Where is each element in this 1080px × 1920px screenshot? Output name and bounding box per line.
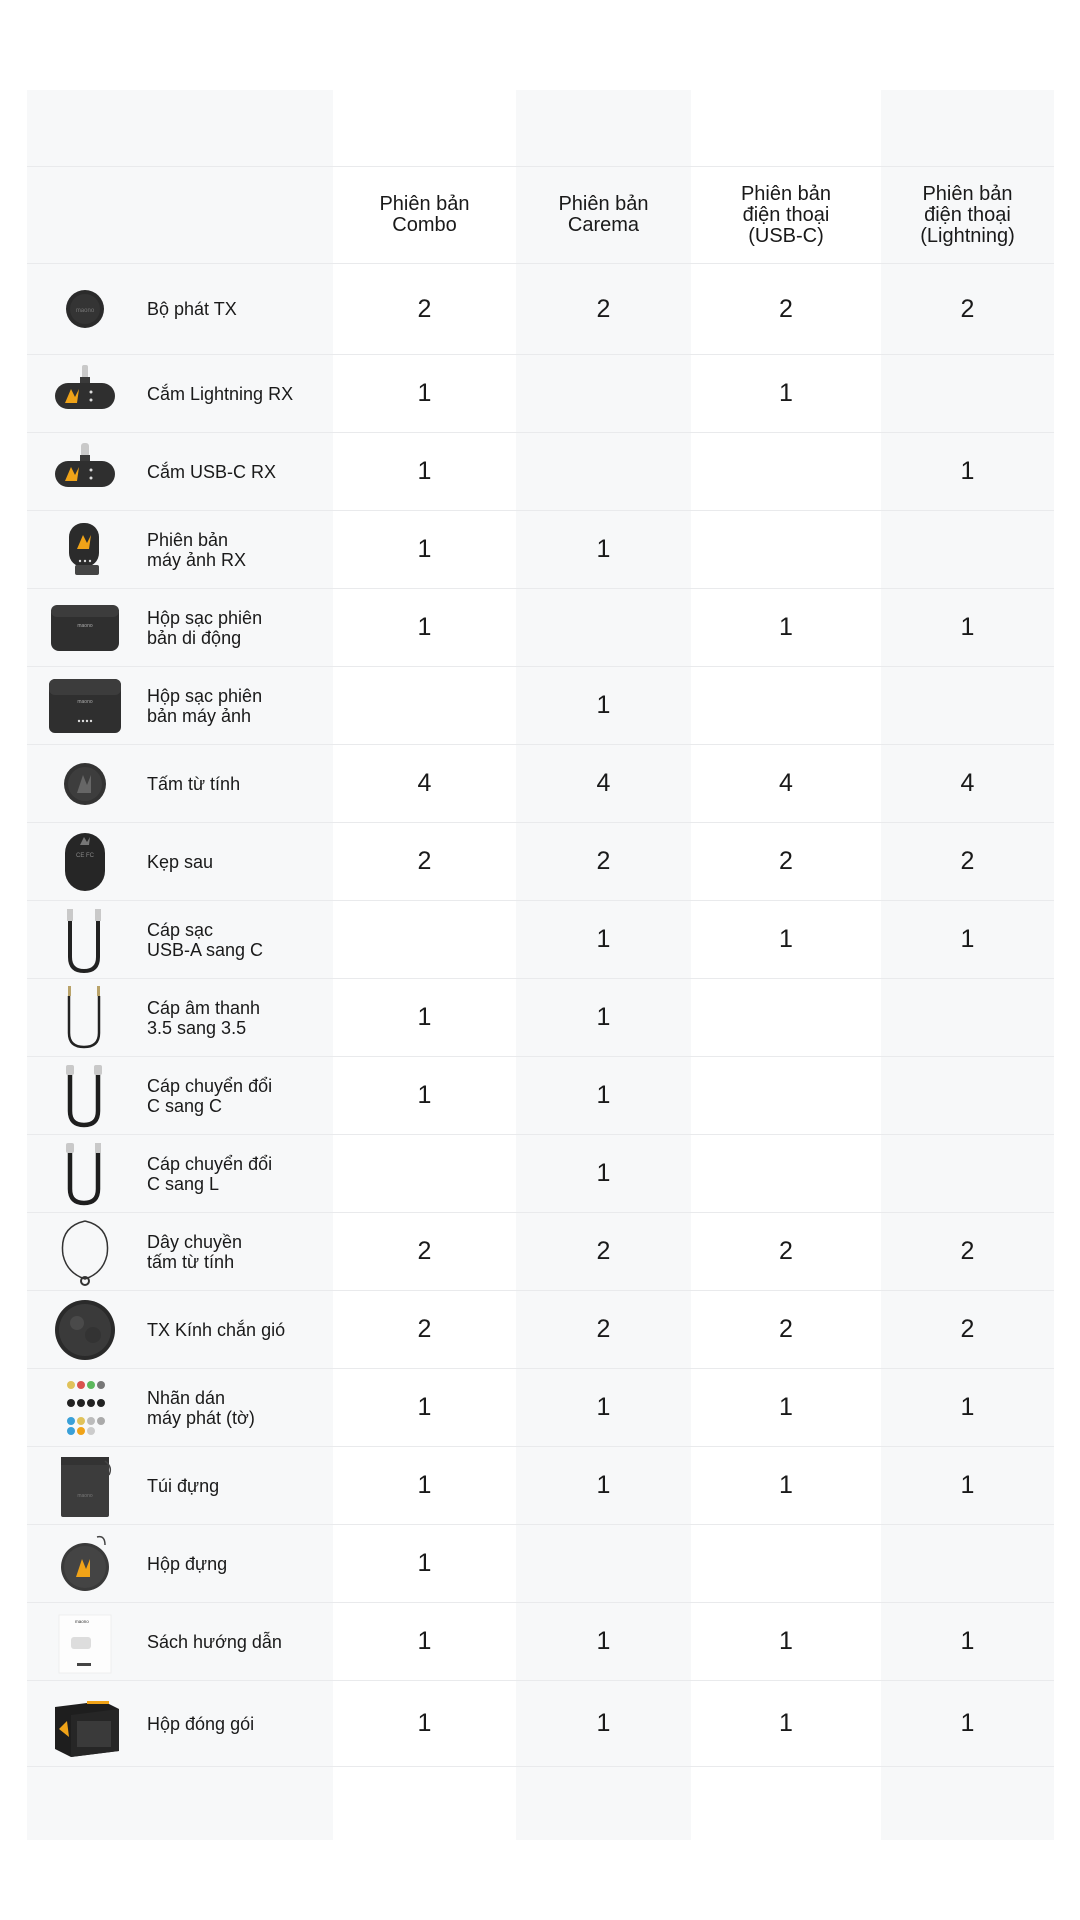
count-combo: 1 bbox=[417, 1003, 432, 1031]
camera-charging-case-icon bbox=[47, 671, 123, 741]
count-carema: 2 bbox=[596, 294, 611, 323]
count-phone-usb-c bbox=[691, 511, 881, 588]
item-cell bbox=[27, 667, 333, 744]
count-phone-lightning: 1 bbox=[960, 457, 975, 485]
count-combo: 1 bbox=[417, 1709, 432, 1737]
count-phone-usb-c: 1 bbox=[779, 925, 793, 953]
table-row bbox=[27, 1603, 1054, 1681]
count-carema: 1 bbox=[596, 1003, 611, 1031]
count-phone-usb-c: 1 bbox=[779, 379, 793, 407]
count-carema: 1 bbox=[596, 1081, 611, 1109]
usb-a-to-c-cable-icon bbox=[47, 905, 123, 975]
count-combo: 1 bbox=[417, 1471, 432, 1499]
item-label: Cắm Lightning RX bbox=[147, 383, 294, 404]
count-carema bbox=[516, 433, 691, 510]
item-cell bbox=[27, 1525, 333, 1602]
count-phone-lightning bbox=[881, 667, 1054, 744]
mobile-charging-case-icon bbox=[47, 593, 123, 663]
table-row bbox=[27, 979, 1054, 1057]
item-cell bbox=[27, 433, 333, 510]
item-cell bbox=[27, 901, 333, 978]
item-label: TX Kính chắn gió bbox=[147, 1319, 286, 1340]
table-row bbox=[27, 1135, 1054, 1213]
count-carema: 1 bbox=[596, 691, 611, 719]
header-combo: Phiên bản Combo bbox=[379, 193, 470, 236]
c-to-l-cable-icon bbox=[47, 1139, 123, 1209]
table-header-row bbox=[27, 167, 1054, 264]
count-carema: 1 bbox=[596, 535, 611, 563]
item-cell bbox=[27, 745, 333, 822]
count-carema bbox=[516, 589, 691, 666]
svg-text:maono: maono bbox=[77, 622, 93, 629]
item-cell bbox=[27, 511, 333, 588]
pouch-icon bbox=[47, 1451, 123, 1521]
count-combo: 1 bbox=[417, 613, 432, 641]
item-cell bbox=[27, 823, 333, 900]
count-carema: 4 bbox=[596, 769, 611, 797]
table-row bbox=[27, 589, 1054, 667]
svg-text:maono: maono bbox=[77, 1492, 93, 1499]
item-cell bbox=[27, 355, 333, 432]
count-combo: 1 bbox=[417, 1549, 432, 1577]
svg-text:maono: maono bbox=[77, 698, 93, 705]
count-phone-lightning: 1 bbox=[960, 1627, 975, 1655]
count-phone-usb-c: 2 bbox=[779, 1315, 793, 1343]
count-phone-usb-c bbox=[691, 1525, 881, 1602]
count-phone-usb-c: 1 bbox=[779, 1471, 793, 1499]
count-carema bbox=[516, 1525, 691, 1602]
count-phone-lightning bbox=[881, 1057, 1054, 1134]
count-phone-lightning: 2 bbox=[960, 294, 975, 323]
item-label: Hộp đựng bbox=[147, 1553, 228, 1574]
count-combo: 1 bbox=[417, 535, 432, 563]
svg-text:maono: maono bbox=[75, 1618, 89, 1624]
item-label: Cắm USB-C RX bbox=[147, 461, 277, 482]
item-cell bbox=[27, 589, 333, 666]
count-phone-usb-c: 2 bbox=[779, 1237, 793, 1265]
back-clip-icon bbox=[47, 827, 123, 897]
count-combo: 1 bbox=[417, 1393, 432, 1421]
item-label: Dây chuyền tấm từ tính bbox=[147, 1231, 243, 1272]
count-phone-usb-c: 1 bbox=[779, 1709, 793, 1737]
count-combo: 2 bbox=[417, 1315, 432, 1343]
item-cell bbox=[27, 1369, 333, 1446]
count-combo bbox=[333, 901, 516, 978]
item-cell bbox=[27, 264, 333, 354]
table-row bbox=[27, 1681, 1054, 1767]
count-phone-usb-c bbox=[691, 979, 881, 1056]
count-phone-lightning: 1 bbox=[960, 1471, 975, 1499]
count-phone-lightning bbox=[881, 511, 1054, 588]
count-combo: 1 bbox=[417, 379, 432, 407]
usb-c-receiver-icon bbox=[47, 437, 123, 507]
c-to-c-cable-icon bbox=[47, 1061, 123, 1131]
item-label: Cáp âm thanh 3.5 sang 3.5 bbox=[147, 997, 261, 1038]
table-row bbox=[27, 511, 1054, 589]
item-cell bbox=[27, 1135, 333, 1212]
count-phone-usb-c: 2 bbox=[779, 847, 793, 875]
audio-cable-icon bbox=[47, 983, 123, 1053]
svg-text:CE FC: CE FC bbox=[76, 852, 94, 859]
item-cell bbox=[27, 1681, 333, 1766]
count-combo bbox=[333, 1135, 516, 1212]
count-phone-usb-c: 4 bbox=[779, 769, 793, 797]
count-carema: 1 bbox=[596, 1159, 611, 1187]
item-label: Nhãn dán máy phát (tờ) bbox=[147, 1387, 255, 1428]
carry-case-icon bbox=[47, 1529, 123, 1599]
table-top-spacer bbox=[27, 90, 1054, 167]
count-phone-usb-c bbox=[691, 433, 881, 510]
table-row bbox=[27, 1291, 1054, 1369]
count-phone-usb-c: 1 bbox=[779, 1627, 793, 1655]
package-contents-table bbox=[27, 90, 1054, 1767]
item-label: Tấm từ tính bbox=[147, 773, 241, 794]
count-phone-lightning: 1 bbox=[960, 1393, 975, 1421]
magnetic-necklace-icon bbox=[47, 1217, 123, 1287]
table-row bbox=[27, 1369, 1054, 1447]
count-phone-lightning bbox=[881, 1525, 1054, 1602]
item-cell bbox=[27, 1213, 333, 1290]
item-label: Phiên bản máy ảnh RX bbox=[147, 529, 247, 570]
count-combo: 4 bbox=[417, 769, 432, 797]
count-carema: 1 bbox=[596, 1471, 611, 1499]
transmitter-icon bbox=[47, 274, 123, 344]
item-cell bbox=[27, 1291, 333, 1368]
item-label: Sách hướng dẫn bbox=[147, 1631, 282, 1652]
table-row bbox=[27, 1057, 1054, 1135]
count-phone-usb-c: 1 bbox=[779, 613, 793, 641]
table-row bbox=[27, 745, 1054, 823]
manual-icon bbox=[47, 1607, 123, 1677]
count-phone-usb-c bbox=[691, 1057, 881, 1134]
table-row bbox=[27, 1447, 1054, 1525]
camera-receiver-icon bbox=[47, 515, 123, 585]
count-combo bbox=[333, 667, 516, 744]
table-row bbox=[27, 823, 1054, 901]
count-phone-lightning: 2 bbox=[960, 847, 975, 875]
table-row bbox=[27, 901, 1054, 979]
magnetic-plate-icon bbox=[47, 749, 123, 819]
header-phone-lightning: Phiên bản điện thoại (Lightning) bbox=[920, 182, 1015, 247]
svg-text:maono: maono bbox=[75, 308, 95, 314]
count-phone-lightning: 1 bbox=[960, 925, 975, 953]
count-phone-lightning bbox=[881, 979, 1054, 1056]
count-combo: 1 bbox=[417, 457, 432, 485]
item-cell bbox=[27, 979, 333, 1056]
item-cell bbox=[27, 1057, 333, 1134]
item-label: Hộp sạc phiên bản máy ảnh bbox=[147, 685, 263, 726]
count-phone-lightning: 2 bbox=[960, 1315, 975, 1343]
count-carema: 1 bbox=[596, 925, 611, 953]
count-phone-usb-c: 2 bbox=[779, 294, 793, 323]
lightning-receiver-icon bbox=[47, 359, 123, 429]
count-combo: 2 bbox=[417, 847, 432, 875]
count-carema: 1 bbox=[596, 1627, 611, 1655]
count-combo: 1 bbox=[417, 1627, 432, 1655]
table-row bbox=[27, 1213, 1054, 1291]
item-label: Cáp sạc USB-A sang C bbox=[147, 919, 264, 960]
count-carema: 2 bbox=[596, 847, 611, 875]
count-phone-lightning bbox=[881, 1135, 1054, 1212]
count-combo: 1 bbox=[417, 1081, 432, 1109]
table-row bbox=[27, 1525, 1054, 1603]
count-phone-lightning: 1 bbox=[960, 613, 975, 641]
item-cell bbox=[27, 1447, 333, 1524]
count-phone-lightning bbox=[881, 355, 1054, 432]
item-label: Bộ phát TX bbox=[147, 299, 237, 319]
count-phone-lightning: 2 bbox=[960, 1237, 975, 1265]
table-row bbox=[27, 264, 1054, 355]
count-carema bbox=[516, 355, 691, 432]
item-label: Cáp chuyển đổi C sang C bbox=[147, 1075, 273, 1116]
count-phone-usb-c bbox=[691, 1135, 881, 1212]
header-carema: Phiên bản Carema bbox=[558, 193, 649, 236]
item-label: Cáp chuyển đổi C sang L bbox=[147, 1153, 273, 1194]
item-cell bbox=[27, 1603, 333, 1680]
count-combo: 2 bbox=[417, 1237, 432, 1265]
item-label: Kẹp sau bbox=[147, 851, 214, 872]
header-phone-usb-c: Phiên bản điện thoại (USB-C) bbox=[740, 182, 832, 247]
header-item-cell bbox=[27, 167, 333, 263]
table-row bbox=[27, 433, 1054, 511]
table-row bbox=[27, 667, 1054, 745]
packaging-box-icon bbox=[47, 1689, 123, 1759]
count-phone-lightning: 1 bbox=[960, 1709, 975, 1737]
item-label: Hộp đóng gói bbox=[147, 1713, 255, 1734]
count-carema: 2 bbox=[596, 1315, 611, 1343]
count-phone-lightning: 4 bbox=[960, 769, 975, 797]
item-label: Túi đựng bbox=[147, 1475, 220, 1496]
count-carema: 1 bbox=[596, 1393, 611, 1421]
sticker-sheet-icon bbox=[47, 1373, 123, 1443]
windscreen-icon bbox=[47, 1295, 123, 1365]
table-row bbox=[27, 355, 1054, 433]
count-combo: 2 bbox=[417, 294, 432, 323]
count-carema: 2 bbox=[596, 1237, 611, 1265]
count-carema: 1 bbox=[596, 1709, 611, 1737]
count-phone-usb-c bbox=[691, 667, 881, 744]
item-label: Hộp sạc phiên bản di động bbox=[147, 607, 263, 648]
count-phone-usb-c: 1 bbox=[779, 1393, 793, 1421]
